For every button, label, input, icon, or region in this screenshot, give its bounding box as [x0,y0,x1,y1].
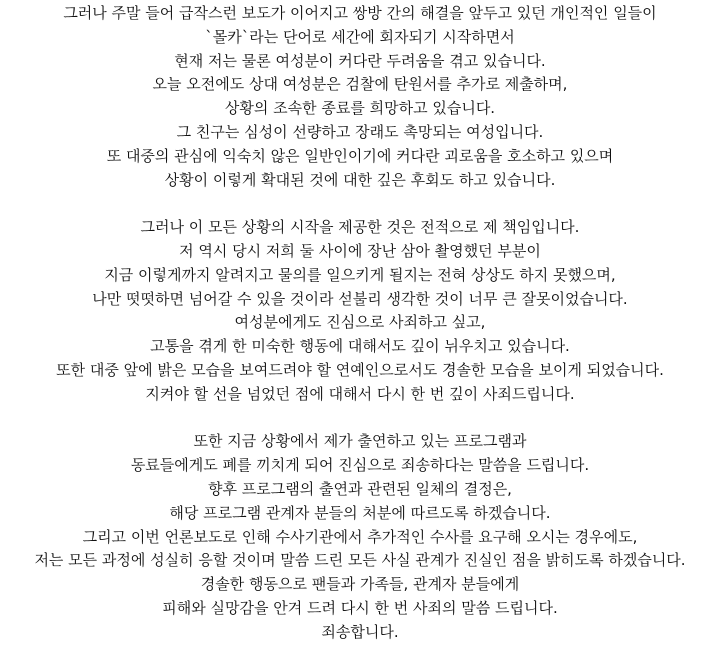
text-line: 저는 모든 과정에 성실히 응할 것이며 말씀 드린 모든 사실 관계가 진실인 점을 밝히도록 하겠습니다. [34,551,686,570]
text-line: 죄송합니다. [321,622,399,641]
text-line: 또 대중의 관심에 익숙치 않은 일반인이기에 커다란 괴로움을 호소하고 있으며 [106,146,614,165]
text-line: 해당 프로그램 관계자 분들의 처분에 따르도록 하겠습니다. [169,503,551,522]
paragraph-3 [0,430,720,644]
text-line: 또한 지금 상황에서 제가 출연하고 있는 프로그램과 [193,432,527,451]
text-line: 저 역시 당시 저희 둘 사이에 장난 삼아 촬영했던 부분이 [179,241,541,260]
paragraph-gap [0,407,720,431]
text-line: 피해와 실망감을 안겨 드려 다시 한 번 사죄의 말씀 드립니다. [162,598,558,617]
text-line: `몰카`라는 단어로 세간에 회자되기 시작하면서 [205,27,515,46]
text-line: 그러나 주말 들어 급작스런 보도가 이어지고 쌍방 간의 해결을 앞두고 있던 개인적인 일들이 [63,4,657,22]
text-line: 향후 프로그램의 출연과 관련된 일체의 결정은, [208,479,512,498]
text-line: 지켜야 할 선을 넘었던 점에 대해서 다시 한 번 깊이 사죄드립니다. [145,384,575,403]
text-line: 그러나 이 모든 상황의 시작을 제공한 것은 전적으로 제 책임입니다. [140,218,580,237]
paragraph-gap [0,192,720,216]
text-line: 고통을 겪게 한 미숙한 행동에 대해서도 깊이 뉘우치고 있습니다. [150,337,570,356]
text-line: 오늘 오전에도 상대 여성분은 검찰에 탄원서를 추가로 제출하며, [152,75,568,94]
paragraph-2 [0,216,720,406]
text-line: 현재 저는 물론 여성분이 커다란 두려움을 겪고 있습니다. [174,51,546,70]
text-line: 경솔한 행동으로 팬들과 가족들, 관계자 분들에게 [200,575,520,594]
text-line: 상황이 이렇게 확대된 것에 대한 깊은 후회도 하고 있습니다. [164,170,556,189]
text-line: 그 친구는 심성이 선량하고 장래도 촉망되는 여성입니다. [176,122,544,141]
text-line: 지금 이렇게까지 알려지고 물의를 일으키게 될지는 전혀 상상도 하지 못했으며, [104,265,616,284]
text-line: 그리고 이번 언론보도로 인해 수사기관에서 추가적인 수사를 요구해 오시는 경우에도, [82,527,638,546]
text-line: 동료들에게도 폐를 끼치게 되어 진심으로 죄송하다는 말씀을 드립니다. [130,456,590,475]
text-line: 여성분에게도 진심으로 사죄하고 싶고, [234,313,486,332]
text-line: 또한 대중 앞에 밝은 모습을 보여드려야 할 연예인으로서도 경솔한 모습을 보이게 되었습니다. [56,360,664,379]
text-line: 나만 떳떳하면 넘어갈 수 있을 것이라 섣불리 생각한 것이 너무 큰 잘못이었습니다. [92,289,628,308]
paragraph-1 [0,2,720,192]
statement-document [0,2,720,645]
text-line: 상황의 조속한 종료를 희망하고 있습니다. [224,99,496,118]
